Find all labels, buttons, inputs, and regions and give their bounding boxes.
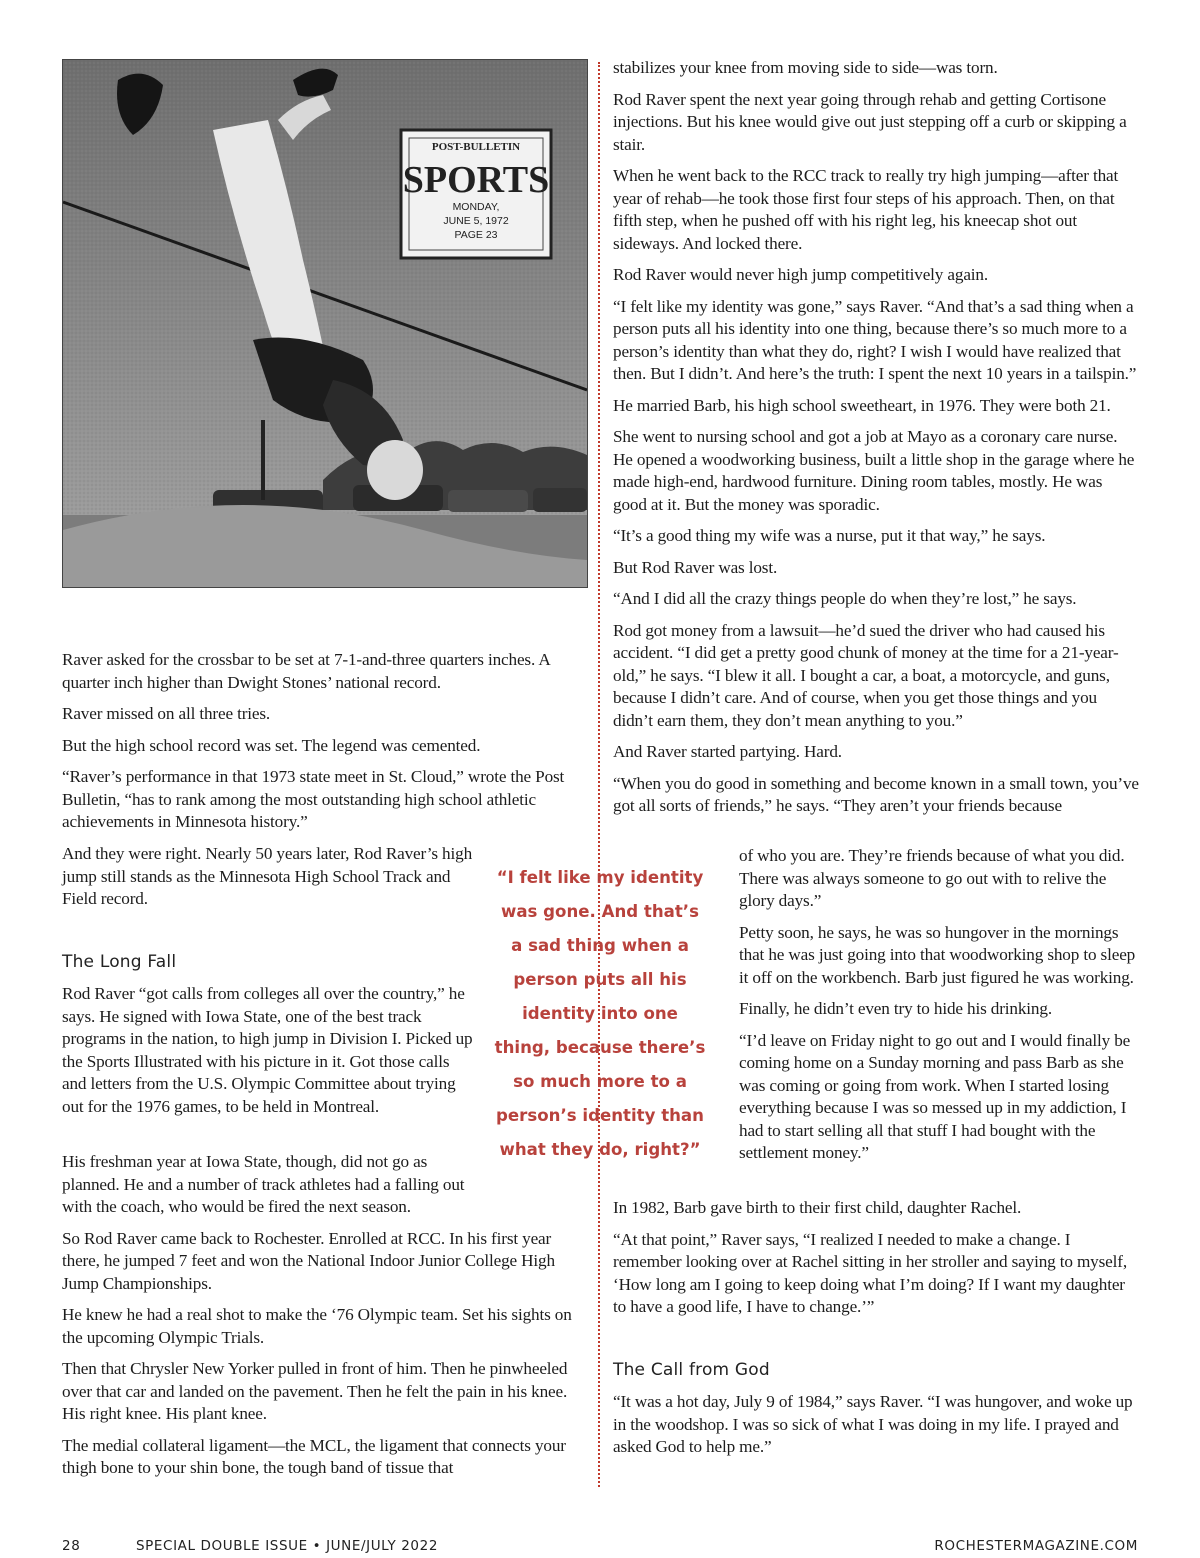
right-column-narrow bbox=[739, 845, 1141, 1174]
article-paragraph: Raver missed on all three tries. bbox=[62, 704, 271, 723]
article-paragraph: Finally, he didn’t even try to hide his drinking. bbox=[739, 999, 1052, 1018]
section-heading-long-fall: The Long Fall bbox=[62, 952, 177, 972]
article-paragraph: Then that Chrysler New Yorker pulled in front of him. Then he pinwheeled over that car and landed on the pavement. Then he felt the pain in his knee. His right knee. His plant knee. bbox=[62, 1359, 568, 1423]
pull-quote-line: what they do, right?” bbox=[499, 1140, 701, 1159]
article-paragraph: Petty soon, he says, he was so hungover in the mornings that he was just going into that woodworking shop to sleep it off on the workbench. Barb just figured he was working. bbox=[739, 922, 1136, 987]
pull-quote bbox=[486, 861, 714, 1167]
pull-quote-line: “I felt like my identity bbox=[496, 868, 704, 887]
pull-quote-line: a sad thing when a bbox=[511, 936, 689, 955]
pull-quote-line: so much more to a bbox=[513, 1072, 687, 1091]
pull-quote-line: person puts all his bbox=[513, 970, 687, 989]
article-paragraph: So Rod Raver came back to Rochester. Enrolled at RCC. In his first year there, he jumped 7 feet and won the National Indoor Junior College High Jump Championships. bbox=[62, 1228, 555, 1293]
article-paragraph: But Rod Raver was lost. bbox=[613, 557, 778, 577]
article-paragraph-text: His freshman year at Iowa State, though, did not go as planned. He and a number of track athletes had a falling out with the coach, who would be fired the next season. bbox=[62, 1152, 465, 1216]
pull-quote-line: thing, because there’s bbox=[494, 1038, 706, 1057]
sign-day: MONDAY, bbox=[452, 201, 500, 213]
pull-quote-line: identity into one bbox=[522, 1004, 678, 1023]
pull-quote-line: person’s identity than bbox=[496, 1106, 704, 1125]
high-jump-photo bbox=[62, 59, 588, 588]
sign-page: PAGE 23 bbox=[454, 229, 498, 241]
article-paragraph: And they were right. Nearly 50 years later, Rod Raver’s high jump still stands as the Minnesota High School Track and Field record. bbox=[62, 844, 473, 908]
article-paragraph: stabilizes your knee from moving side to side—was torn. bbox=[613, 58, 998, 77]
article-paragraph: “I felt like my identity was gone,” says Raver. “And that’s a sad thing when a person puts all his identity into one thing, because there’s so much more to a person’s identity than what they do, right? I wish I would have realized that then. But I didn’t. And here’s the truth: I spent the next 10 years in a tailspin.” bbox=[613, 296, 1137, 383]
article-paragraph: Rod Raver spent the next year going through rehab and getting Cortisone injections. But his knee would give out just stepping off a curb or skipping a stair. bbox=[613, 89, 1127, 154]
left-column-bottom bbox=[62, 1151, 586, 1489]
article-paragraph: “When you do good in something and become known in a small town, you’ve got all sorts of friends,” he says. “They aren’t your friends because bbox=[613, 773, 1139, 815]
website-link[interactable]: ROCHESTERMAGAZINE.COM bbox=[934, 1538, 1138, 1554]
article-paragraph: “Raver’s performance in that 1973 state meet in St. Cloud,” wrote the Post Bulletin, “has to rank among the most outstanding high school athletic achievements in Minnesota history.” bbox=[62, 767, 565, 831]
right-column-last bbox=[613, 1391, 1139, 1468]
article-paragraph: of who you are. They’re friends because of what you did. There was always someone to go out with to relive the glory days.” bbox=[739, 846, 1125, 910]
article-paragraph: Rod Raver “got calls from colleges all over the country,” he says. He signed with Iowa State, one of the best track programs in the nation, to high jump in Division I. Picked up the Sports Illustrated with his picture in it. Got those calls and letters from the U.S. Olympic Committee about trying out for the 1976 games, to be held in Montreal. bbox=[62, 984, 473, 1116]
left-column-top bbox=[62, 649, 582, 843]
left-column-narrow-b bbox=[62, 983, 474, 1127]
article-paragraph: Rod Raver would never high jump competitively again. bbox=[613, 265, 989, 284]
right-column-bottom bbox=[613, 1197, 1139, 1328]
article-paragraph: He knew he had a real shot to make the ‘76 Olympic team. Set his sights on the upcoming Olympic Trials. bbox=[62, 1305, 572, 1347]
article-paragraph: In 1982, Barb gave birth to their first child, daughter Rachel. bbox=[613, 1198, 1022, 1217]
sign-title: SPORTS bbox=[402, 159, 550, 201]
article-paragraph: “And I did all the crazy things people do when they’re lost,” he says. bbox=[613, 589, 1077, 608]
section-heading-call-from-god: The Call from God bbox=[613, 1360, 770, 1380]
sign-date: JUNE 5, 1972 bbox=[443, 215, 509, 227]
article-paragraph: And Raver started partying. Hard. bbox=[613, 742, 842, 761]
photo-illustration bbox=[63, 60, 587, 587]
article-paragraph: But the high school record was set. The legend was cemented. bbox=[62, 735, 481, 755]
article-paragraph: Raver asked for the crossbar to be set at 7-1-and-three quarters inches. A quarter inch higher than Dwight Stones’ national record. bbox=[62, 650, 550, 692]
pull-quote-line: was gone. And that’s bbox=[501, 902, 699, 921]
page-number: 28 bbox=[62, 1538, 81, 1554]
article-paragraph: “It was a hot day, July 9 of 1984,” says Raver. “I was hungover, and woke up in the woodshop. I was so sick of what I was doing in my life. I prayed and asked God to help me.” bbox=[613, 1392, 1133, 1456]
issue-label: SPECIAL DOUBLE ISSUE • JUNE/JULY 2022 bbox=[136, 1538, 439, 1554]
sign-line1: POST-BULLETIN bbox=[431, 141, 521, 153]
article-paragraph: “At that point,” Raver says, “I realized I needed to make a change. I remember looking over at Rachel sitting in her stroller and saying to myself, ‘How long am I going to keep doing what I’m doing? If I want my daughter to have a good life, I have to change.’” bbox=[613, 1229, 1127, 1316]
article-paragraph: She went to nursing school and got a job at Mayo as a coronary care nurse. He opened a woodworking business, built a little shop in the garage where he made high-end, hardwood furniture. Dining room tables, mostly. He was good at it. But the money was sporadic. bbox=[613, 427, 1135, 514]
article-paragraph: The medial collateral ligament—the MCL, the ligament that connects your thigh bone to your shin bone, the tough band of tissue that bbox=[62, 1435, 566, 1477]
right-column-top bbox=[613, 57, 1139, 827]
article-paragraph: “I’d leave on Friday night to go out and I would finally be coming home on a Sunday morning and pass Barb as she was coming or going from work. When I started losing everything because I was so messed up in my addiction, I had to start selling all that stuff I had bought with the settlement money.” bbox=[739, 1030, 1131, 1162]
article-paragraph: When he went back to the RCC track to really try high jumping—after that year of rehab—he took those first four steps of his approach. Then, on that fifth step, when he pushed off with his right leg, his kneecap shot out sideways. And locked there. bbox=[613, 166, 1119, 253]
article-paragraph: He married Barb, his high school sweetheart, in 1976. They were both 21. bbox=[613, 395, 1111, 415]
article-paragraph: “It’s a good thing my wife was a nurse, put it that way,” he says. bbox=[613, 526, 1046, 545]
article-paragraph: Rod got money from a lawsuit—he’d sued the driver who had caused his accident. “I did get a pretty good chunk of money at the time for a 21-year-old,” he says. “I blew it all. I bought a car, a boat, a motorcycle, and guns, because I didn’t care. And of course, when you get those things and you didn’t earn them, they don’t mean anything to you.” bbox=[613, 620, 1119, 730]
left-column-narrow-a bbox=[62, 843, 472, 920]
column-divider bbox=[598, 62, 600, 1487]
